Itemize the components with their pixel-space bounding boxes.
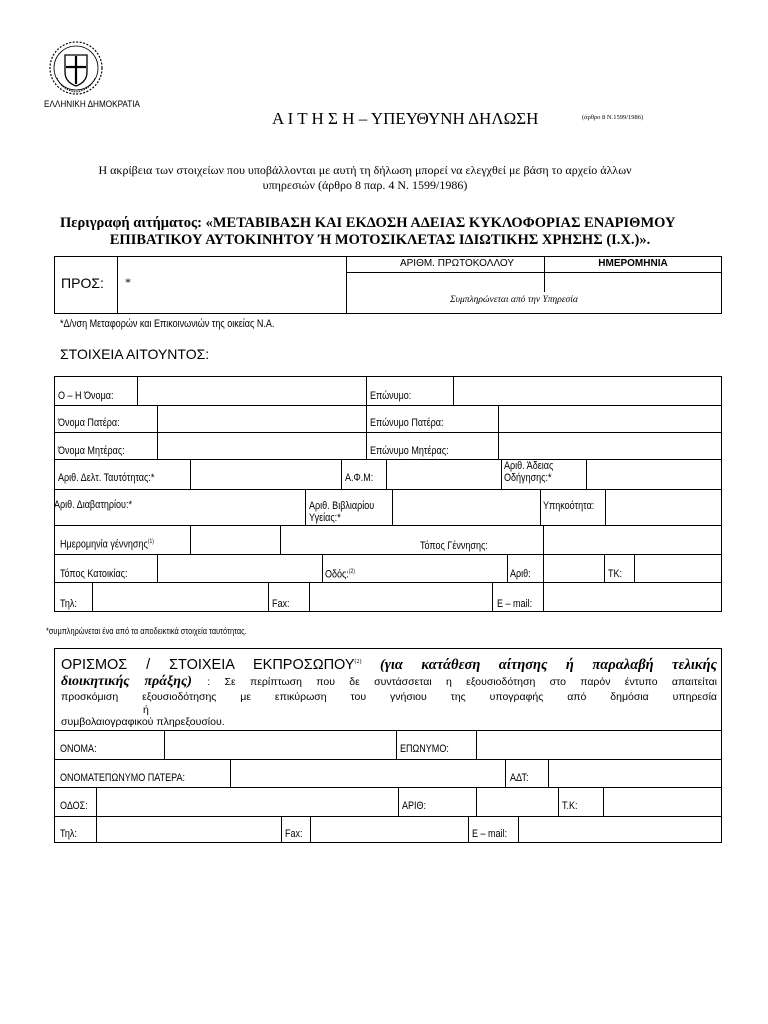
representative-father-fullname-field[interactable] bbox=[231, 760, 504, 786]
applicant-street-text: Οδός: bbox=[325, 568, 349, 581]
applicant-fax-label: Fax: bbox=[272, 598, 290, 610]
applicant-father-name-field[interactable] bbox=[158, 406, 365, 431]
accuracy-notice-line2: υπηρεσιών (άρθρο 8 παρ. 4 Ν. 1599/1986) bbox=[262, 178, 468, 192]
applicant-father-surname-label: Επώνυμο Πατέρα: bbox=[370, 417, 444, 429]
applicant-email-label: E – mail: bbox=[497, 598, 533, 610]
applicant-mother-name-field[interactable] bbox=[158, 433, 365, 458]
representative-postcode-field[interactable] bbox=[604, 788, 721, 815]
representative-note-text: : Σε περίπτωση που δε συντάσσεται η εξουσιοδότηση στο παρόν έντυπο απαιτείται bbox=[207, 675, 718, 688]
applicant-surname-label: Επώνυμο: bbox=[370, 390, 412, 402]
greek-emblem-icon bbox=[48, 40, 104, 96]
representative-note-line5: συμβολαιογραφικού πληρεξουσίου. bbox=[61, 715, 225, 728]
applicant-afm-field[interactable] bbox=[387, 460, 500, 488]
representative-fax-field[interactable] bbox=[311, 817, 467, 842]
recipient-field[interactable]: * bbox=[125, 275, 131, 289]
applicant-health-book-label-line2: Υγείας:* bbox=[309, 512, 341, 524]
applicant-postcode-field[interactable] bbox=[635, 555, 721, 581]
representative-fax-label: Fax: bbox=[285, 828, 303, 840]
applicant-name-field[interactable] bbox=[138, 377, 365, 404]
applicant-mother-name-label: Όνομα Μητέρας: bbox=[58, 445, 125, 457]
representative-surname-label: ΕΠΩΝΥΜΟ: bbox=[400, 743, 449, 755]
applicant-phone-field[interactable] bbox=[93, 583, 267, 611]
page-title: Α Ι Τ Η Σ Η – ΥΠΕΥΘΥΝΗ ΔΗΛΩΣΗ bbox=[272, 109, 539, 128]
applicant-residence-field[interactable] bbox=[158, 555, 321, 581]
accuracy-notice-line1: Η ακρίβεια των στοιχείων που υποβάλλονται με αυτή τη δήλωση μπορεί να ελεγχθεί με βάση το αρχείο άλλων bbox=[98, 163, 632, 177]
footnote-marker: (2) bbox=[348, 569, 355, 575]
applicant-health-book-field[interactable] bbox=[393, 490, 539, 524]
representative-phone-label: Τηλ: bbox=[60, 828, 77, 840]
representative-adt-label: ΑΔΤ: bbox=[510, 772, 529, 784]
representative-heading-tail: (για κατάθεση αίτησης ή παραλαβή τελικής bbox=[380, 656, 718, 673]
applicant-postcode-label: ΤΚ: bbox=[608, 568, 623, 580]
applicant-father-name-label: Όνομα Πατέρα: bbox=[58, 417, 120, 429]
applicant-surname-field[interactable] bbox=[454, 377, 721, 404]
applicant-citizenship-label: Υπηκοότητα: bbox=[543, 500, 595, 512]
representative-phone-field[interactable] bbox=[97, 817, 280, 842]
representative-adt-field[interactable] bbox=[549, 760, 721, 786]
applicant-afm-label: Α.Φ.Μ: bbox=[345, 472, 374, 484]
applicant-birth-place-field[interactable] bbox=[544, 526, 721, 553]
representative-note-line3: προσκόμιση εξουσιοδότησης με επικύρωση του γνήσιου της υπογραφής από δημόσια υπηρεσία bbox=[61, 690, 717, 703]
representative-surname-field[interactable] bbox=[477, 731, 721, 758]
date-header: ΗΜΕΡΟΜΗΝΙΑ bbox=[598, 258, 668, 269]
representative-number-label: ΑΡΙΘ: bbox=[402, 800, 427, 812]
representative-email-label: E – mail: bbox=[472, 828, 508, 840]
applicant-id-number-field[interactable] bbox=[191, 460, 340, 488]
representative-email-field[interactable] bbox=[519, 817, 721, 842]
applicant-phone-label: Τηλ: bbox=[60, 598, 77, 610]
representative-note-line4: ή bbox=[143, 703, 149, 716]
applicant-birth-date-label bbox=[60, 539, 154, 551]
applicant-passport-field[interactable] bbox=[160, 490, 304, 524]
request-description-label: Περιγραφή αιτήματος: bbox=[60, 215, 202, 231]
representative-street-field[interactable] bbox=[97, 788, 397, 815]
applicant-health-book-label-line1: Αριθ. Βιβλιαρίου bbox=[309, 500, 375, 512]
representative-name-label: ΟΝΟΜΑ: bbox=[60, 743, 97, 755]
applicant-fax-field[interactable] bbox=[310, 583, 491, 611]
applicant-birth-date-text: Ημερομηνία γέννησης bbox=[60, 538, 148, 551]
republic-label: ΕΛΛΗΝΙΚΗ ΔΗΜΟΚΡΑΤΙΑ bbox=[44, 99, 140, 110]
applicant-id-number-label: Αριθ. Δελτ. Ταυτότητας:* bbox=[58, 472, 155, 484]
request-description-line2: ΕΠΙΒΑΤΙΚΟΥ ΑΥΤΟΚΙΝΗΤΟΥ Ή ΜΟΤΟΣΙΚΛΕΤΑΣ ΙΔΙΩΤΙΚΗΣ ΧΡΗΣΗΣ (Ι.Χ.)». bbox=[109, 232, 651, 248]
representative-note-bold: διοικητικής πράξης) bbox=[61, 673, 192, 689]
applicant-father-surname-field[interactable] bbox=[499, 406, 721, 431]
recipient-label: ΠΡΟΣ: bbox=[61, 275, 104, 291]
applicant-email-field[interactable] bbox=[544, 583, 721, 611]
applicant-passport-label: Αριθ. Διαβατηρίου:* bbox=[54, 499, 133, 511]
applicant-footnote: *συμπληρώνεται ένα από τα αποδεικτικά στοιχεία ταυτότητας. bbox=[46, 626, 247, 636]
title-legal-reference: (άρθρο 8 Ν.1599/1986) bbox=[582, 114, 644, 121]
representative-heading: ΟΡΙΣΜΟΣ / ΣΤΟΙΧΕΙΑ ΕΚΠΡΟΣΩΠΟΥ bbox=[61, 656, 355, 673]
representative-postcode-label: Τ.Κ: bbox=[562, 800, 578, 812]
footnote-marker: (1) bbox=[147, 539, 154, 545]
representative-heading-line bbox=[61, 654, 717, 673]
applicant-section-heading: ΣΤΟΙΧΕΙΑ ΑΙΤΟΥΝΤΟΣ: bbox=[60, 346, 210, 362]
applicant-license-label-line2: Οδήγησης:* bbox=[504, 472, 552, 484]
service-fill-note: Συμπληρώνεται από την Υπηρεσία bbox=[450, 295, 578, 305]
applicant-birth-date-field[interactable] bbox=[191, 526, 279, 553]
representative-street-label: ΟΔΟΣ: bbox=[60, 800, 88, 812]
applicant-name-label: Ο – Η Όνομα: bbox=[58, 390, 114, 402]
request-description-text1: «ΜΕΤΑΒΙΒΑΣΗ ΚΑΙ ΕΚΔΟΣΗ ΑΔΕΙΑΣ ΚΥΚΛΟΦΟΡΙΑΣ ΕΝΑΡΙΘΜΟΥ bbox=[205, 215, 676, 231]
applicant-residence-label: Τόπος Κατοικίας: bbox=[60, 568, 128, 580]
representative-note-line2 bbox=[61, 673, 717, 690]
applicant-number-label: Αριθ: bbox=[510, 568, 531, 580]
representative-name-field[interactable] bbox=[165, 731, 395, 758]
recipient-footnote: *Δ/νση Μεταφορών και Επικοινωνιών της οικείας Ν.Α. bbox=[60, 318, 275, 330]
applicant-street-field[interactable] bbox=[350, 555, 506, 581]
applicant-mother-surname-field[interactable] bbox=[499, 433, 721, 458]
applicant-citizenship-field[interactable] bbox=[606, 490, 721, 524]
representative-intro bbox=[61, 654, 717, 729]
applicant-license-label-line1: Αριθ. Άδειας bbox=[504, 460, 554, 472]
representative-father-fullname-label: ΟΝΟΜΑΤΕΠΩΝΥΜΟ ΠΑΤΕΡΑ: bbox=[60, 772, 186, 784]
applicant-license-field[interactable] bbox=[587, 460, 721, 488]
footnote-marker: (2) bbox=[354, 659, 362, 665]
applicant-birth-place-label: Τόπος Γέννησης: bbox=[420, 540, 488, 552]
protocol-number-header: ΑΡΙΘΜ. ΠΡΩΤΟΚΟΛΛΟΥ bbox=[399, 258, 515, 269]
representative-number-field[interactable] bbox=[477, 788, 557, 815]
applicant-mother-surname-label: Επώνυμο Μητέρας: bbox=[370, 445, 449, 457]
request-description-line1 bbox=[60, 216, 720, 231]
applicant-number-field[interactable] bbox=[544, 555, 603, 581]
